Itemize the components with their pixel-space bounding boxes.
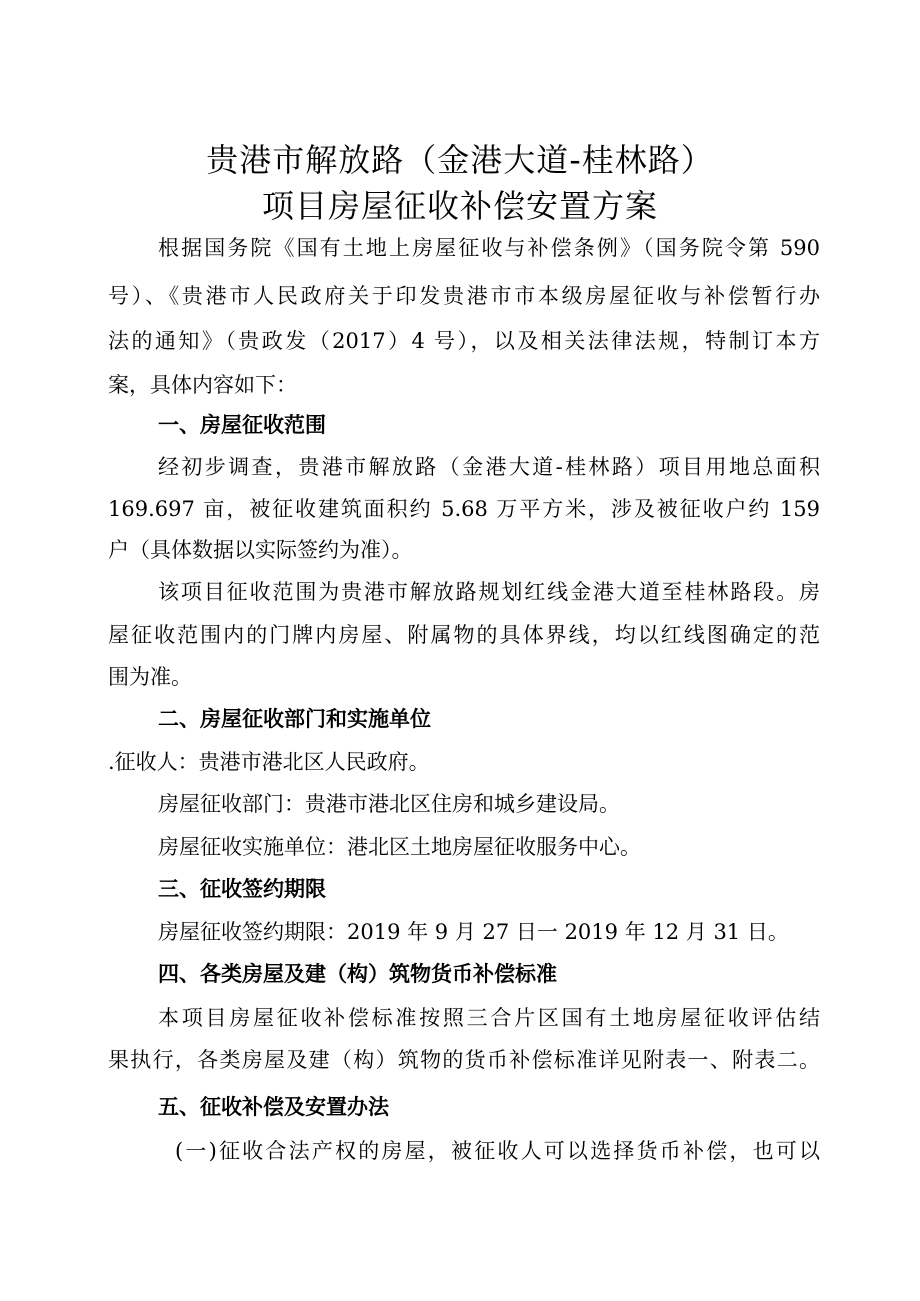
section2-department: 房屋征收部门：贵港市港北区住房和城乡建设局。 — [158, 792, 620, 816]
section2-collector: .征收人：贵港市港北区人民政府。 — [108, 750, 430, 774]
intro-line-4: 案，具体内容如下： — [108, 373, 297, 397]
section5-para-line-1: (一)征收合法产权的房屋，被征收人可以选择货币补偿，也可以 — [175, 1139, 820, 1163]
intro-line-3: 法的通知》（贵政发（2017）4 号），以及相关法律法规，特制订本方 — [108, 329, 820, 353]
intro-line-2: 号）、《贵港市人民政府关于印发贵港市市本级房屋征收与补偿暂行办 — [108, 284, 820, 308]
section1-para2-line-1: 该项目征收范围为贵港市解放路规划红线金港大道至桂林路段。房 — [158, 580, 820, 604]
document-title-line1: 贵港市解放路（金港大道-桂林路） — [206, 141, 714, 179]
section3-period: 房屋征收签约期限：2019 年 9 月 27 日一 2019 年 12 月 31 日。 — [158, 920, 789, 944]
intro-line-1: 根据国务院《国有土地上房屋征收与补偿条例》（国务院令第 590 — [158, 236, 820, 260]
section4-para-line-2: 果执行，各类房屋及建（构）筑物的货币补偿标准详见附表一、附表二。 — [108, 1048, 820, 1072]
section1-para1-line-3: 户（具体数据以实际签约为准）。 — [108, 538, 413, 562]
section1-para1-line-2: 169.697 亩，被征收建筑面积约 5.68 万平方米，涉及被征收户约 159 — [108, 497, 820, 521]
section1-heading: 一、房屋征收范围 — [158, 413, 326, 437]
section4-para-line-1: 本项目房屋征收补偿标准按照三合片区国有土地房屋征收评估结 — [158, 1006, 820, 1030]
document-title-line2: 项目房屋征收补偿安置方案 — [261, 187, 658, 225]
section5-heading: 五、征收补偿及安置办法 — [158, 1095, 389, 1119]
section1-para2-line-2: 屋征收范围内的门牌内房屋、附属物的具体界线，均以红线图确定的范 — [108, 623, 820, 647]
section1-para2-line-3: 围为准。 — [108, 665, 192, 689]
section3-heading: 三、征收签约期限 — [158, 877, 326, 901]
section4-heading: 四、各类房屋及建（构）筑物货币补偿标准 — [158, 962, 557, 986]
section1-para1-line-1: 经初步调查，贵港市解放路（金港大道-桂林路）项目用地总面积 — [158, 455, 820, 479]
section2-heading: 二、房屋征收部门和实施单位 — [158, 707, 431, 731]
section2-implementer: 房屋征收实施单位：港北区土地房屋征收服务中心。 — [158, 835, 641, 859]
